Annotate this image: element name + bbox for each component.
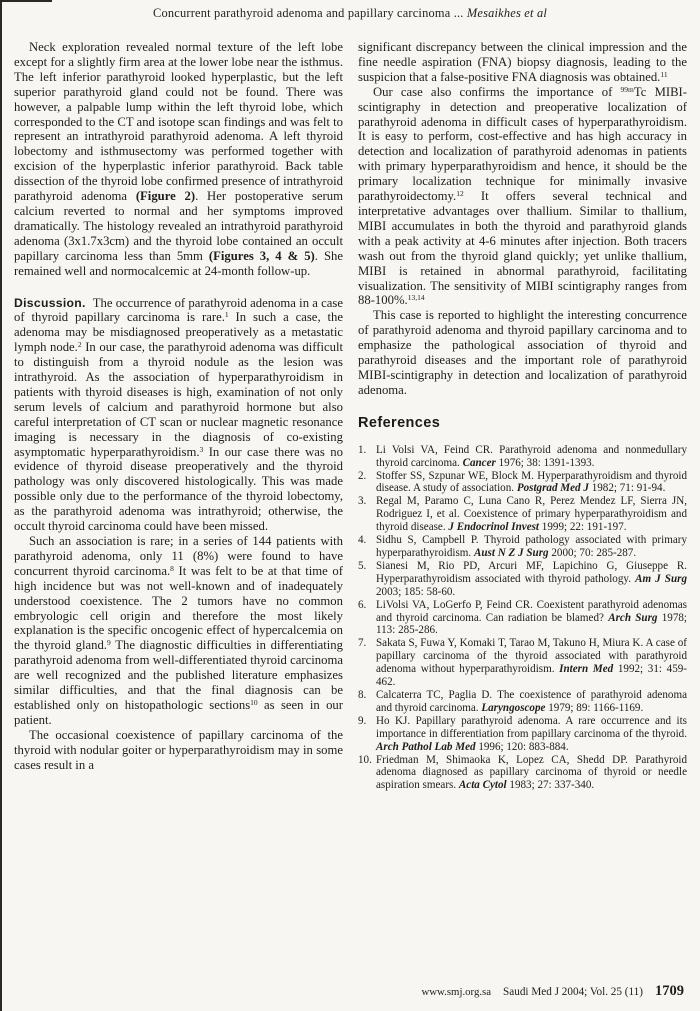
text-segment: LiVolsi VA, LoGerfo P, Feind CR. Coexistent parathyroid adenomas and thyroid carcinoma. Can radiation be blamed? [376,598,687,624]
paragraph [14,728,343,773]
text-segment: 1978; 113: 285-286. [376,611,687,637]
paragraph [14,534,343,728]
text-segment: It offers several technical and interpretative advantages over thallium. Similar to thallium, MIBI accumulates in both the thyroid and parathyroid glands with a peak activity at 4-6 minutes after injection. Both tracers wash out from the thyroid gland quickly; yet unlike thallium, MIBI is retained in abnormal parathyroid, facilitating visualization. The sensitivity of MIBI scintigraphy ranges from 88-100%. [358,189,687,308]
text-segment: 1976; 38: 1391-1393. [495,456,595,469]
citation-superscript: 12 [456,189,464,199]
reference-item [358,495,687,534]
text-segment: Stoffer SS, Szpunar WE, Block M. Hyperparathyroidism and thyroid disease. A study of association. [376,469,687,495]
text-segment: . Her postoperative serum calcium reverted to normal and her symptoms improved dramatically. The histology revealed an intrathyroid parathyroid adenoma (3x1.7x3cm) and the thyroid lobe contained an occult papillary carcinoma less than 5mm [14,189,343,263]
citation-superscript: 8 [170,563,174,573]
text-segment: Arch Pathol Lab Med [376,740,476,753]
text-segment: 1983; 27: 337-340. [506,779,595,792]
reference-number: 5. [358,559,367,572]
citation-superscript: 2 [77,340,82,350]
text-segment: Cancer [462,456,496,469]
text-segment: In our case, the parathyroid adenoma was difficult to distinguish from a thyroid nodule as the lesion was intrathyroid. As the association of hyperparathyroidism in patients with thyroid diseases is high, examination of not only serum levels of calcium and parathyroid hormone but also careful interpretation of CT scan or nuclear magnetic resonance imaging is necessary in the diagnosis of co-existing asymptomatic hyperparathyroidism. [14,340,343,459]
text-segment: In our case there was no evidence of thyroid disease preoperatively and the thyroid pathology was only discovered histologically. This was made possible only due to the performance of the thyroid lobectomy, as the parathyroid adenoma was intrathyroid; otherwise, the occult thyroid carcinoma could have been missed. [14,444,343,534]
paragraph [358,40,687,85]
text-segment: 1999; 22: 191-197. [539,521,627,534]
text-segment: 1992; 31: 459-462. [376,663,687,689]
citation-superscript: 3 [199,444,204,454]
text-segment: Calcaterra TC, Paglia D. The coexistence of parathyroid adenoma and thyroid carcinoma. [376,688,687,714]
text-segment: 1982; 71: 91-94. [588,482,666,495]
text-segment: . She remained well and normocalcemic at 24-month follow-up. [14,248,344,278]
reference-number: 3. [358,495,367,508]
text-segment: Discussion. [14,295,86,310]
reference-item [358,754,687,793]
text-segment: Friedman M, Shimaoka K, Lopez CA, Shedd DP. Parathyroid adenoma diagnosed as papillary carcinoma of thyroid or needle aspiration smears. [376,753,687,792]
text-segment: Aust N Z J Surg [473,547,549,559]
text-segment: (Figures 3, 4 & 5) [208,248,315,263]
text-segment: It was felt to be at that time of high incidence but was not well-known and of inadequately understood coexistence. The 2 tumors have no common embryologic cell origin and therefore the most likely explanation is the specific oncogenic effect of hypercalcemia on the thyroid gland. [14,563,343,653]
reference-item [358,534,687,560]
reference-number: 10. [358,753,372,766]
text-segment: 1996; 120: 883-884. [475,740,569,753]
text-segment: significant discrepancy between the clinical impression and the fine needle aspiration (FNA) biopsy diagnosis, leading to the suspicion that a false-positive FNA diagnosis was obtained. [358,40,687,84]
right-column-text [358,40,687,398]
left-column [14,40,343,773]
paragraph [14,296,343,535]
text-segment: Neck exploration revealed normal texture of the left lobe except for a slightly firm area at the lower lobe near the isthmus. The left inferior parathyroid looked hyperplastic, but the left superior parathyroid gland could not be found. There was however, a palpable lump within the left thyroid lobe, which corresponded to the CT and isotope scan findings and was felt to represent an intrathyroid parathyroid adenoma. A left thyroid lobectomy and isthmusectomy was performed together with excision of the hyperplastic inferior parathyroid. Back table dissection of the thyroid lobe confirmed presence of intrathyroid parathyroid adenoma [14,40,343,204]
text-segment: (Figure 2) [135,189,196,204]
running-head [0,6,700,21]
citation-superscript: 10 [250,697,258,707]
reference-number: 6. [358,598,367,611]
text-segment: The occurrence of parathyroid adenoma in a case of thyroid papillary carcinoma is rare. [14,295,343,325]
text-segment: 2003; 185: 58-60. [376,585,456,598]
page-body [14,40,687,792]
text-segment: The diagnostic difficulties in differentiating parathyroid adenoma from well-differentiated thyroid carcinoma are well recognized and the published literature emphasizes similar difficulties, and that the final diagnosis can be established only on histopathologic sections [14,638,343,712]
reference-number: 9. [358,714,367,727]
text-segment: Intern Med [559,663,614,676]
footer-website: www.smj.org.sa [421,986,492,998]
reference-item [358,444,687,470]
right-column [358,40,687,792]
text-segment: Sianesi M, Rio PD, Arcuri MF, Lapichino G, Giuseppe R. Hyperparathyroidism associated with thyroid pathology. [376,559,687,585]
text-segment: Am J Surg [635,572,687,585]
reference-item [358,599,687,638]
citation-superscript: 1 [224,310,229,320]
citation-superscript: 13,14 [407,293,425,303]
text-segment: 2000; 70: 285-287. [548,547,637,559]
text-segment: Arch Surg [608,611,658,624]
scan-corner-line [0,0,52,2]
text-segment: Ho KJ. Papillary parathyroid adenoma. A rare occurrence and its importance in differentiation from papillary carcinoma of the thyroid. [376,714,687,740]
page-footer [421,983,684,1000]
text-segment: 1979; 89: 1166-1169. [545,701,644,714]
text-segment: as seen in our patient. [14,697,343,727]
citation-superscript: 99m [620,84,634,94]
reference-number: 2. [358,469,367,482]
reference-item [358,470,687,496]
reference-number: 7. [358,637,367,650]
citation-superscript: 9 [106,638,111,648]
text-segment: Postgrad Med J [516,482,589,495]
reference-number: 8. [358,688,367,701]
reference-number: 1. [358,443,367,456]
footer-page-number: 1709 [655,983,684,999]
footer-journal-citation: Saudi Med J 2004; Vol. 25 (11) [503,986,643,998]
reference-item [358,637,687,689]
citation-superscript: 11 [660,69,668,79]
running-head-authors: Mesaikhes et al [466,6,547,20]
running-head-title: Concurrent parathyroid adenoma and papillary carcinoma ... [153,6,467,20]
text-segment: The occasional coexistence of papillary carcinoma of the thyroid with nodular goiter or hyperparathyroidism may in some cases result in a [14,727,343,772]
text-segment: Sidhu S, Campbell P. Thyroid pathology associated with primary hyperparathyroidism. [376,534,687,559]
text-segment: J Endocrinol Invest [448,521,540,534]
paragraph [358,85,687,309]
references-list [358,444,687,792]
text-segment: Such an association is rare; in a series of 144 patients with parathyroid adenoma, only 11 (8%) were found to have concurrent thyroid carcinoma. [14,534,343,578]
reference-item [358,560,687,599]
text-segment: In such a case, the adenoma may be misdiagnosed preoperatively as a metastatic lymph node. [14,310,343,355]
text-segment: Our case also confirms the importance of [373,84,621,99]
reference-item [358,689,687,715]
text-segment: Li Volsi VA, Feind CR. Parathyroid adenoma and nonmedullary thyroid carcinoma. [376,443,687,469]
text-segment: Acta Cytol [458,779,507,792]
text-segment: Regal M, Paramo C, Luna Cano R, Perez Mendez LF, Sierra JN, Rodriguez I, et al. Coexistence of primary hyperparathyroidism and thyroid disease. [376,495,687,534]
text-segment: This case is reported to highlight the interesting concurrence of parathyroid adenoma and thyroid papillary carcinoma and to emphasize the pathological association of thyroid and parathyroid diseases and the important role of parathyroid MIBI-scintigraphy in detection and localization of parathyroid adenoma. [358,308,687,397]
text-segment: Sakata S, Fuwa Y, Komaki T, Tarao M, Takuno H, Miura K. A case of papillary carcinoma of the thyroid associated with parathyroid adenoma without hyperparathyroidism. [376,637,687,676]
references-heading: References [358,414,441,431]
paragraph [358,308,687,397]
reference-item [358,715,687,754]
paragraph [14,40,343,279]
text-segment: Laryngoscope [481,701,546,714]
text-segment: Tc MIBI-scintigraphy in detection and preoperative localization of parathyroid adenoma in difficult cases of hyperparathyroidism. It is easy to perform, cost-effective and has high accuracy in detection and localization of parathyroid adenomas in patients with primary hyperparathyroidism and hence, it should be the primary localization technique for minimally invasive parathyroidectomy. [358,84,687,204]
reference-number: 4. [358,534,367,547]
scan-edge-line [0,0,2,1011]
